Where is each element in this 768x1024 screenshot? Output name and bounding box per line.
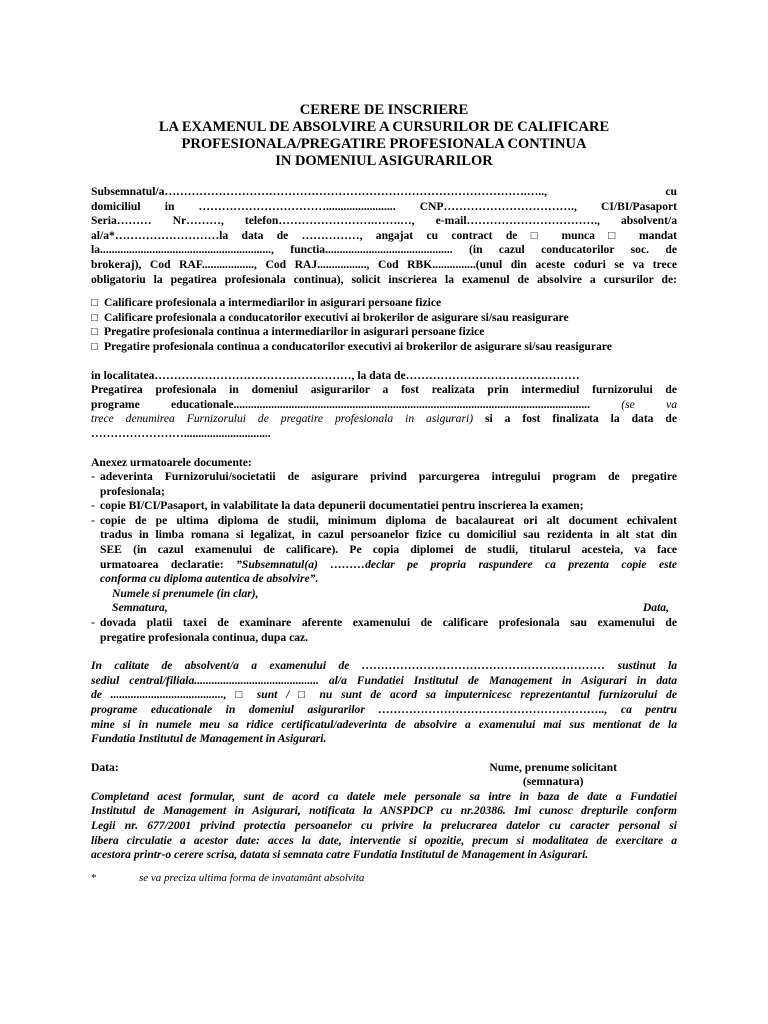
locality-paragraph <box>91 369 677 442</box>
checkbox-icon[interactable]: □ <box>91 325 99 339</box>
intro-line: al/a*………………………la data de ……………, angajat cu contract de □ munca □ mandat <box>91 228 677 242</box>
declaration-name-label: Numele si prenumele (in clar), <box>112 586 259 600</box>
statement-line: Fundatia Institutul de Management in Asigurari. <box>91 732 327 746</box>
locality-line: in localitatea……………………………………………, la data de……………………………………… <box>91 368 580 382</box>
intro-line: Seria……… Nr………, telefon…………………….…….…, e-mail……………………………., absolvent/a <box>91 214 677 228</box>
option-label: Calificare profesionala a intermediarilor in asigurari persoane fizice <box>104 296 442 310</box>
checkbox-icon[interactable]: □ <box>91 339 99 353</box>
intro-line: la..........................................................., functia............................................ (in cazul conducatorilor soc. de <box>91 243 677 257</box>
title-line-4: IN DOMENIUL ASIGURARILOR <box>275 153 493 169</box>
form-body <box>91 185 677 863</box>
title-line-2: LA EXAMENUL DE ABSOLVIRE A CURSURILOR DE CALIFICARE <box>158 119 610 135</box>
consent-line: Institutul de Management in Asigurari, notificata la ANSPDCP cu nr.20386. Imi cunosc drepturile conform <box>91 804 677 818</box>
option-row[interactable] <box>91 311 677 326</box>
title-line-3: PROFESIONALA/PREGATIRE PROFESIONALA CONTINUA <box>181 136 587 152</box>
footnote <box>91 872 364 884</box>
annex-item: - adeverinta Furnizorului/societatii de asigurare privind parcurgerea intregului program de pregatire profesionala; <box>91 470 677 498</box>
statement-line: sediul central/filiala........................................... al/a Fundatiei Institutul de Management in Asigurari in data <box>91 673 677 687</box>
annex-item: - copie BI/CI/Pasaport, in valabilitate la data depunerii documentatiei pentru inscrierea la examen; <box>91 499 584 513</box>
applicant-name-label: Nume, prenume solicitant <box>489 760 617 774</box>
checkbox-icon[interactable]: □ <box>91 296 99 310</box>
consent-line: libera circulatie a acestor date: acces la date, interventie si opozitie, precum si modalitatea de exercitare a <box>91 833 677 847</box>
consent-line: Legii nr. 677/2001 privind protectia persoanelor cu privire la prelucrarea datelor cu caracter personal si <box>91 818 677 832</box>
intro-line: Subsemnatul/a………………………………………………………………………………….….., cu <box>91 185 677 198</box>
locality-line: Pregatirea profesionala in domeniul asigurarilor a fost realizata prin intermediul furnizorului de <box>91 383 677 397</box>
form-title <box>0 102 768 170</box>
annex-item: - copie de pe ultima diploma de studii, minimum diploma de bacalaureat ori alt document echivalent tradus in limba romana si legalizat, in cazul persoanelor fizice cu domiciliul sau rezidenta in alt stat din SEE (in cazul examenului de calificare). Pe copia diplomei de studii, titularul acesteia, va face urmatoarea declaratie: ”Subsemnatul(a) ………declar pe propria raspundere ca prezenta copie este conforma cu diploma autentica de absolvire”. Numele si prenumele (in clar), Semnatura, Data, <box>91 513 677 615</box>
locality-line: programe educationale........................................................................................................................... (se va <box>91 397 677 411</box>
signature-block <box>91 761 677 790</box>
signature-label: (semnatura) <box>522 775 584 789</box>
statement-line: mine si in numele meu sa ridice certificatul/adeverinta de absolvire a examenului mai sus mentionat de la <box>91 717 677 731</box>
option-label: Pregatire profesionala continua a conducatorilor executivi ai brokerilor de asigurare si/sau reasigurare <box>104 339 612 353</box>
statement-line: programe educationale in domeniul asigurarilor ………………………………………………….., ca pentru <box>91 703 677 716</box>
option-label: Pregatire profesionala continua a intermediarilor in asigurari persoane fizice <box>104 325 485 339</box>
intro-line: obligatoriu la pegatirea profesionala continua), solicit inscrierea la examenul de absolvire a cursurilor de: <box>91 272 677 286</box>
annex-heading: Anexez urmatoarele documente: <box>91 455 252 469</box>
intro-line: domiciliul in ……………………………........................ CNP……………………………., CI/BI/Pasaport <box>91 199 677 213</box>
course-options <box>91 296 677 354</box>
signature-labels <box>489 761 617 790</box>
intro-paragraph <box>91 185 677 287</box>
annex-item: - dovada platii taxei de examinare aferente examenului de calificare profesionala sau examenului de pregatire profesionala continua, dupa caz. <box>91 616 677 644</box>
consent-line: Completand acest formular, sunt de acord ca datele mele personale sa intre in baza de date a Fundatiei <box>91 789 677 803</box>
consent-line: acestora printr-o cerere scrisa, datata si semnata catre Fundatia Institutul de Management in Asigurari. <box>91 848 589 862</box>
footnote-mark: * <box>91 872 97 884</box>
locality-line: trece denumirea Furnizorului de pregatire profesionala in asigurari) si a fost finalizata la data de <box>91 412 677 426</box>
option-row[interactable] <box>91 340 677 355</box>
statement-paragraph <box>91 659 677 747</box>
consent-paragraph <box>91 790 677 863</box>
option-label: Calificare profesionala a conducatorilor executivi ai brokerilor de asigurare si/sau reasigurare <box>104 310 569 324</box>
date-label: Data: <box>91 760 119 774</box>
checkbox-icon[interactable]: □ <box>91 310 99 324</box>
option-row[interactable] <box>91 325 677 340</box>
statement-line: In calitate de absolvent/a a examenului de ……………………………………………………… sustinut la <box>91 659 677 673</box>
annex-section <box>91 456 677 646</box>
declaration-sign-row: Semnatura, Data, <box>112 601 669 615</box>
title-line-1: CERERE DE INSCRIERE <box>299 102 469 118</box>
footnote-text: se va preciza ultima forma de invatamânt absolvita <box>139 872 365 884</box>
statement-line: de ......................................., □ sunt / □ nu sunt de acord sa imputernicesc reprezentantul furnizorului de <box>91 688 677 702</box>
locality-line: …………………….............................. <box>91 426 271 440</box>
option-row[interactable] <box>91 296 677 311</box>
intro-line: brokeraj), Cod RAF.................., Cod RAJ................., Cod RBK...............(unul din aceste coduri se va trece <box>91 257 677 271</box>
